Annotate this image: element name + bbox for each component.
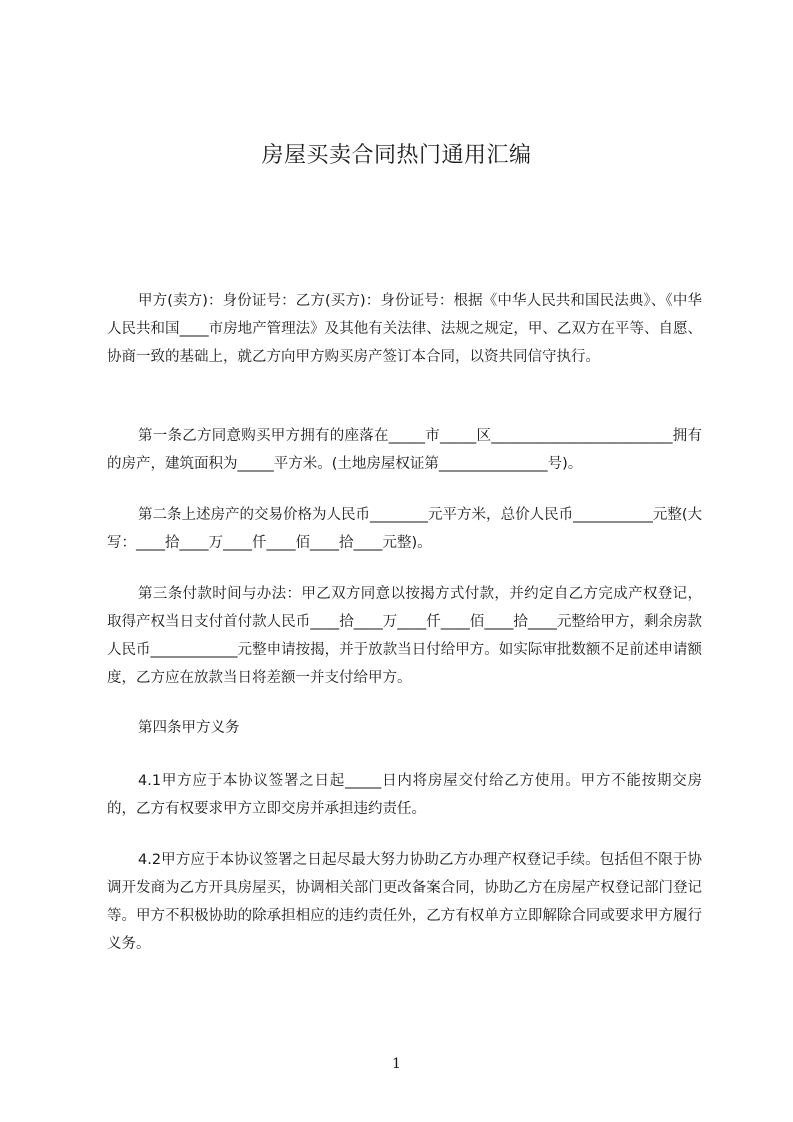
clause-4-1-paragraph: 4.1甲方应于本协议签署之日起_____日内将房屋交付给乙方使用。甲方不能按期交房的，乙方有权要求甲方立即交房并承担违约责任。 (107, 773, 702, 817)
document-title: 房屋买卖合同热门通用汇编 (261, 143, 532, 168)
article-1-paragraph: 第一条乙方同意购买甲方拥有的座落在_____市_____区_________________________拥有的房产，建筑面积为_____平方米。(土地房屋权证第_______________号)。 (107, 428, 702, 472)
article-4-heading: 第四条甲方义务 (138, 720, 240, 736)
preamble-paragraph: 甲方(卖方)：身份证号：乙方(买方)：身份证号：根据《中华人民共和国民法典》、《中华人民共和国____市房地产管理法》及其他有关法律、法规之规定，甲、乙双方在平等、自愿、协商一致的基础上，就乙方向甲方购买房产签订本合同，以资共同信守执行。 (107, 293, 702, 365)
clause-4-2-paragraph: 4.2甲方应于本协议签署之日起尽最大努力协助乙方办理产权登记手续。包括但不限于协调开发商为乙方开具房屋买，协调相关部门更改备案合同，协助乙方在房屋产权登记部门登记等。甲方不积极协助的除承担相应的违约责任外，乙方有权单方立即解除合同或要求甲方履行义务。 (107, 852, 702, 952)
article-3-paragraph: 第三条付款时间与办法：甲乙双方同意以按揭方式付款，并约定自乙方完成产权登记，取得产权当日支付首付款人民币____拾____万____仟____佰____拾____元整给甲方，剩余房款人民币____________元整申请按揭，并于放款当日付给甲方。如实际审批数额不足前述申请额度，乙方应在放款当日将差额一并支付给甲方。 (107, 586, 702, 686)
article-2-paragraph: 第二条上述房产的交易价格为人民币________元平方米，总价人民币___________元整(大写：____拾____万____仟____佰____拾____元整)。 (107, 507, 702, 551)
page-number: 1 (392, 1056, 401, 1072)
